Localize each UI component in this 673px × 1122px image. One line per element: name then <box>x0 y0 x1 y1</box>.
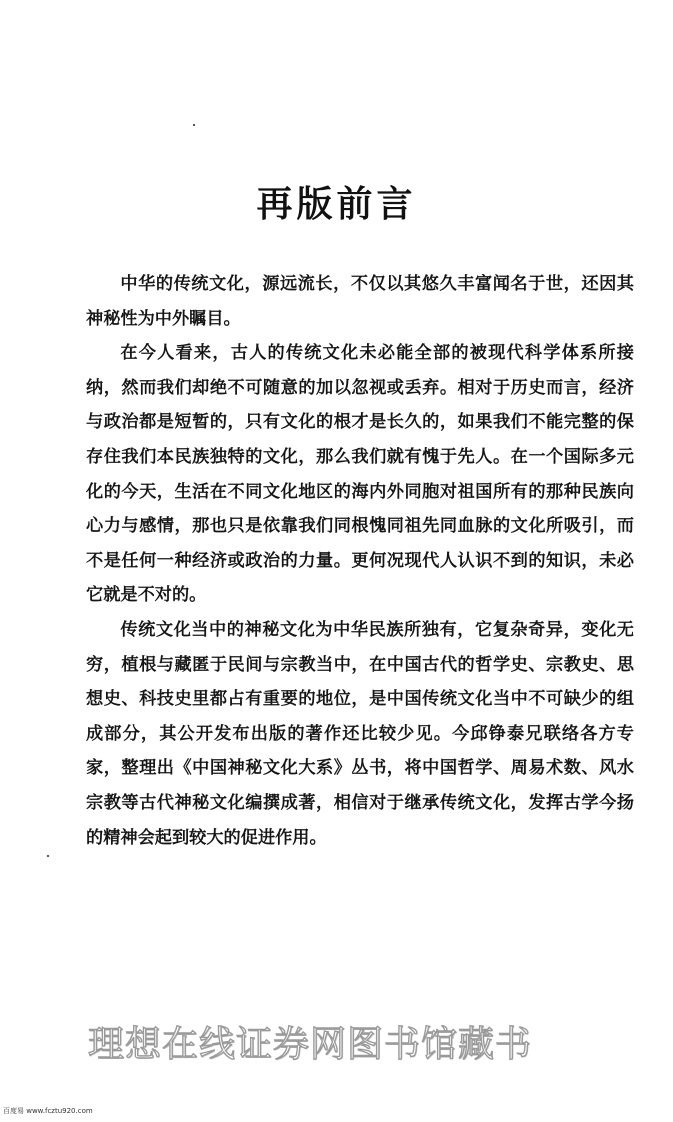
footer-url: 百度易 www.fcztu920.com <box>3 1107 93 1115</box>
page-title: 再版前言 <box>256 184 417 225</box>
scan-speck <box>47 855 49 857</box>
paragraph-1: 中华的传统文化，源远流长，不仅以其悠久丰富闻名于世，还因其神秘性为中外瞩目。 <box>86 274 634 329</box>
paragraph-2: 在今人看来，古人的传统文化未必能全部的被现代科学体系所接纳，然而我们却绝不可随意的加以忽视或丢弃。相对于历史而言，经济与政治都是短暂的，只有文化的根才是长久的，如果我们不能完整的保存住我们本民族独特的文化，那么我们就有愧于先人。在一个国际多元化的今天，生活在不同文化地区的海内外同胞对祖国所有的那种民族向心力与感情，那也只是依靠我们同根愧同祖先同血脉的文化所吸引，而不是任何一种经济或政治的力量。更何况现代人认识不到的知识，未必它就是不对的。 <box>86 343 634 606</box>
scan-speck <box>193 124 195 126</box>
library-watermark: 理想在线证券网图书馆藏书 <box>88 1024 533 1065</box>
preface-body <box>86 267 634 855</box>
paragraph-3: 传统文化当中的神秘文化为中华民族所独有，它复杂奇异，变化无穷，植根与藏匿于民间与宗教当中，在中国古代的哲学史、宗教史、思想史、科技史里都占有重要的地位，是中国传统文化当中不可缺少的组成部分，其公开发布出版的著作还比较少见。今邱铮泰兄联络各方专家，整理出《中国神秘文化大系》丛书，将中国哲学、周易术数、风水宗教等古代神秘文化编撰成著，相信对于继承传统文化，发挥古学今扬的精神会起到较大的促进作用。 <box>86 619 634 848</box>
